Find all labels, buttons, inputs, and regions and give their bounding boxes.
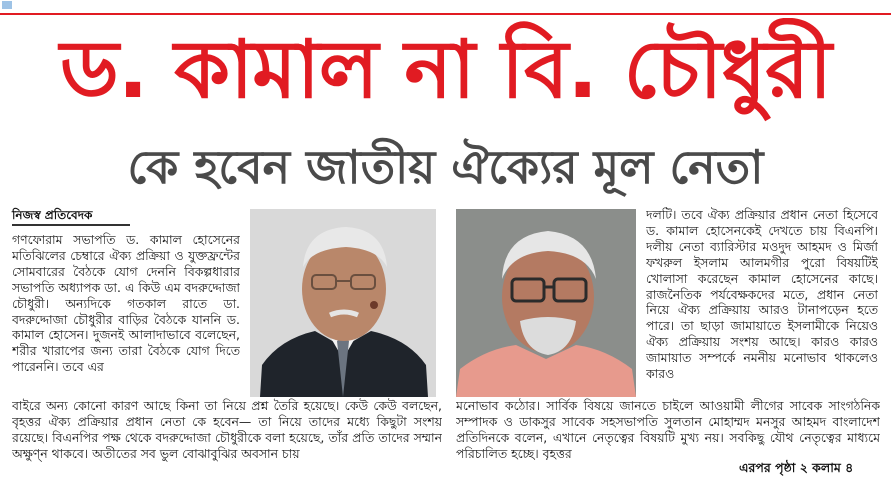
- paragraph-left-top: গণফোরাম সভাপতি ড. কামাল হোসেনের মতিঝিলের চেম্বারে ঐক্য প্রক্রিয়া ও যুক্তফ্রন্টের সোমবারের বৈঠকে যোগ দেননি বিকল্পধারার সভাপতি অধ্যাপক ডা. এ কিউ এম বদরুদ্দোজা চৌধুরী। অন্যদিকে গতকাল রাতে ডা. বদরুদ্দোজা চৌধুরীর বাড়ির বৈঠকে যাননি ড. কামাল হোসেন। দুজনই আলাদাভাবে বলেছেন, শরীর খারাপের জন্য তারা বৈঠকে যোগ দিতে পারেননি। তবে এর: [12, 232, 240, 375]
- portrait-b-chowdhury: [456, 209, 636, 397]
- portrait-kamal-image: [250, 209, 436, 397]
- top-rule: [0, 13, 891, 15]
- byline-rule: [12, 224, 130, 226]
- paragraph-left-bottom: বাইরে অন্য কোনো কারণ আছে কিনা তা নিয়ে প্রশ্ন তৈরি হয়েছে। কেউ কেউ বলছেন, বৃহত্তর ঐক্য প্রক্রিয়ার প্রধান নেতা কে হবেন— তা নিয়ে তাদের মধ্যে কিছুটা সংশয় রয়েছে। বিএনপির পক্ষ থেকে বদরুদ্দোজা চৌধুরীকে বলা হয়েছে, তাঁর প্রতি তাদের সম্মান অক্ষুণ্ন থাকবে। অতীতের সব ভুল বোঝাবুঝির অবসান চায়: [12, 398, 442, 461]
- top-strip: [0, 0, 891, 13]
- column-left-bottom: [12, 398, 442, 478]
- headline: ড. কামাল না বি. চৌধুরী: [59, 23, 832, 116]
- paragraph-right-bottom: মনোভাব কঠোর। সার্বিক বিষয়ে জানতে চাইলে আওয়ামী লীগের সাবেক সাংগঠনিক সম্পাদক ও ডাকসুর সাবেক সহসভাপতি সুলতান মোহাম্মদ মনসুর আহমদ বাংলাদেশ প্রতিদিনকে বলেন, এখানে নেতৃত্বের বিষয়টি মুখ্য নয়। সবকিছু যৌথ নেতৃত্বের মাধ্যমে পরিচালিত হচ্ছে। বৃহত্তর: [456, 398, 880, 460]
- byline: নিজস্ব প্রতিবেদক: [12, 208, 93, 222]
- paragraph-right-top: দলটি। তবে ঐক্য প্রক্রিয়ার প্রধান নেতা হিসেবে ড. কামাল হোসেনকেই দেখতে চায় বিএনপি। দলীয় নেতা ব্যারিস্টার মওদুদ আহমদ ও মির্জা ফখরুল ইসলাম আলমগীর পুরো বিষয়টিই খোলাসা করেছেন কামাল হোসেনের কাছে। রাজনৈতিক পর্যবেক্ষকদের মতে, প্রধান নেতা নিয়ে ঐক্য প্রক্রিয়ায় আরও টানাপড়েন হতে পারে। তা ছাড়া জামায়াতে ইসলামীকে নিয়েও ঐক্য প্রক্রিয়ায় সংশয় আছে। কারও কারও জামায়াত সম্পর্কে নমনীয় মনোভাব থাকলেও কারও: [646, 207, 878, 382]
- strip-icon: [2, 1, 12, 9]
- portrait-kamal-hossain: [250, 209, 436, 397]
- column-left-top: [12, 232, 240, 397]
- subheadline: কে হবেন জাতীয় ঐক্যের মূল নেতা: [127, 140, 764, 194]
- column-right-top: [646, 207, 878, 397]
- column-right-bottom: [456, 398, 880, 460]
- continued-on-page[interactable]: এরপর পৃষ্ঠা ২ কলাম ৪: [739, 460, 854, 475]
- portrait-chowdhury-image: [456, 209, 636, 397]
